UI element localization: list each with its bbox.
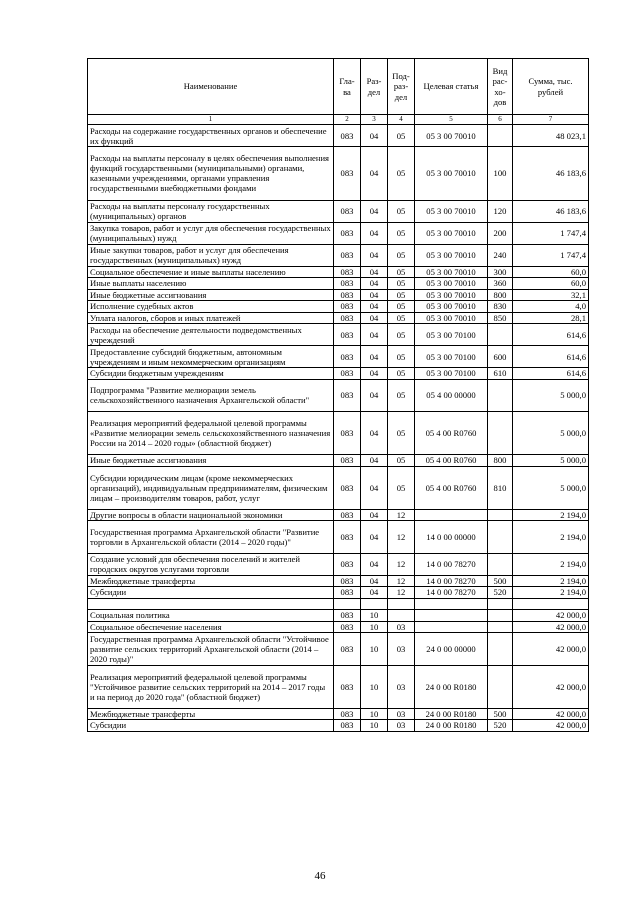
row-expense-type: 500 [488, 575, 513, 587]
page-number: 46 [314, 870, 326, 882]
row-name: Подпрограмма "Развитие мелиорации земель сельскохозяйственного назначения Архангельской области" [88, 379, 334, 412]
row-amount: 28,1 [513, 312, 589, 324]
table-body [88, 125, 589, 732]
row-name: Реализация мероприятий федеральной целевой программы "Устойчивое развитие сельских территорий на 2014 – 2017 годы и на период до 2020 года" (областной бюджет) [88, 665, 334, 708]
column-number: 6 [488, 115, 513, 125]
row-amount: 5 000,0 [513, 412, 589, 455]
row-chapter: 083 [334, 266, 361, 278]
row-section: 04 [361, 222, 388, 244]
row-amount: 42 000,0 [513, 708, 589, 720]
row-chapter: 083 [334, 244, 361, 266]
row-name: Исполнение судебных актов [88, 301, 334, 313]
row-target: 05 4 00 R0760 [415, 466, 488, 509]
budget-table [87, 58, 589, 732]
row-subsection: 12 [388, 509, 415, 521]
row-section: 04 [361, 466, 388, 509]
row-name: Предоставление субсидий бюджетным, автономным учреждениям и иным некоммерческим организациям [88, 346, 334, 368]
row-chapter: 083 [334, 301, 361, 313]
row-chapter: 083 [334, 509, 361, 521]
row-expense-type: 300 [488, 266, 513, 278]
row-target: 05 3 00 70010 [415, 222, 488, 244]
row-section: 04 [361, 509, 388, 521]
row-expense-type [488, 610, 513, 622]
row-amount: 32,1 [513, 289, 589, 301]
row-name: Социальное обеспечение и иные выплаты населению [88, 266, 334, 278]
row-chapter: 083 [334, 379, 361, 412]
row-section: 04 [361, 125, 388, 147]
row-target: 14 0 00 00000 [415, 521, 488, 554]
row-section: 04 [361, 147, 388, 201]
row-expense-type: 120 [488, 200, 513, 222]
table-row [88, 610, 589, 622]
row-expense-type: 810 [488, 466, 513, 509]
row-section: 10 [361, 720, 388, 732]
row-amount: 46 183,6 [513, 147, 589, 201]
row-expense-type [488, 553, 513, 575]
table-row [88, 412, 589, 455]
row-amount: 5 000,0 [513, 379, 589, 412]
row-chapter: 083 [334, 412, 361, 455]
row-name: Уплата налогов, сборов и иных платежей [88, 312, 334, 324]
row-section: 04 [361, 412, 388, 455]
row-subsection: 05 [388, 125, 415, 147]
row-expense-type: 100 [488, 147, 513, 201]
row-section: 04 [361, 301, 388, 313]
row-subsection: 05 [388, 368, 415, 380]
table-row [88, 222, 589, 244]
row-chapter: 083 [334, 289, 361, 301]
row-expense-type: 200 [488, 222, 513, 244]
row-amount: 2 194,0 [513, 509, 589, 521]
header-chapter: Гла-ва [334, 59, 361, 115]
row-expense-type: 240 [488, 244, 513, 266]
row-subsection [388, 610, 415, 622]
row-chapter: 083 [334, 665, 361, 708]
row-subsection: 05 [388, 312, 415, 324]
row-amount: 42 000,0 [513, 621, 589, 633]
table-row [88, 200, 589, 222]
row-subsection: 03 [388, 621, 415, 633]
column-number: 4 [388, 115, 415, 125]
row-expense-type [488, 379, 513, 412]
row-name: Расходы на содержание государственных органов и обеспечение их функций [88, 125, 334, 147]
row-section: 10 [361, 610, 388, 622]
row-target: 05 3 00 70010 [415, 200, 488, 222]
table-row [88, 266, 589, 278]
header-section: Раз-дел [361, 59, 388, 115]
table-row [88, 521, 589, 554]
row-subsection: 12 [388, 553, 415, 575]
row-section: 04 [361, 587, 388, 599]
row-expense-type [488, 598, 513, 610]
row-chapter: 083 [334, 587, 361, 599]
column-number: 7 [513, 115, 589, 125]
row-subsection: 05 [388, 147, 415, 201]
row-target: 05 3 00 70010 [415, 125, 488, 147]
header-subsection: Под-раз-дел [388, 59, 415, 115]
row-subsection: 05 [388, 412, 415, 455]
row-name: Социальное обеспечение населения [88, 621, 334, 633]
row-target: 05 3 00 70010 [415, 289, 488, 301]
row-amount: 2 194,0 [513, 521, 589, 554]
table-row [88, 587, 589, 599]
row-chapter: 083 [334, 312, 361, 324]
row-section: 04 [361, 379, 388, 412]
row-subsection: 03 [388, 708, 415, 720]
row-target: 05 3 00 70100 [415, 324, 488, 346]
row-target [415, 598, 488, 610]
row-subsection: 05 [388, 346, 415, 368]
row-name: Социальная политика [88, 610, 334, 622]
row-section: 04 [361, 312, 388, 324]
row-target: 05 4 00 00000 [415, 379, 488, 412]
row-target: 05 3 00 70010 [415, 266, 488, 278]
row-name: Субсидии юридическим лицам (кроме некоммерческих организаций), индивидуальным предпринимателям, физическим лицам – производителям товаров, работ, услуг [88, 466, 334, 509]
row-subsection: 03 [388, 633, 415, 666]
table-row [88, 720, 589, 732]
row-name: Закупка товаров, работ и услуг для обеспечения государственных (муниципальных) нужд [88, 222, 334, 244]
row-subsection: 05 [388, 289, 415, 301]
row-amount: 42 000,0 [513, 720, 589, 732]
row-target: 05 3 00 70100 [415, 368, 488, 380]
row-section: 04 [361, 200, 388, 222]
row-name [88, 598, 334, 610]
row-section: 04 [361, 266, 388, 278]
row-expense-type [488, 125, 513, 147]
row-section: 04 [361, 324, 388, 346]
row-name: Расходы на выплаты персоналу государственных (муниципальных) органов [88, 200, 334, 222]
row-target: 14 0 00 78270 [415, 553, 488, 575]
row-target [415, 621, 488, 633]
row-subsection: 12 [388, 521, 415, 554]
row-chapter [334, 598, 361, 610]
row-chapter: 083 [334, 553, 361, 575]
row-amount: 60,0 [513, 278, 589, 290]
row-expense-type [488, 521, 513, 554]
row-name: Государственная программа Архангельской области "Развитие торговли в Архангельской области (2014 – 2020 годы)" [88, 521, 334, 554]
row-target: 14 0 00 78270 [415, 587, 488, 599]
row-section: 04 [361, 368, 388, 380]
table-row [88, 368, 589, 380]
row-expense-type [488, 633, 513, 666]
row-name: Субсидии бюджетным учреждениям [88, 368, 334, 380]
row-name: Расходы на выплаты персоналу в целях обеспечения выполнения функций государственными (муниципальными) органами, казенными учреждениями, органами управления государственными внебюджетными фондами [88, 147, 334, 201]
row-name: Субсидии [88, 587, 334, 599]
row-chapter: 083 [334, 521, 361, 554]
row-expense-type [488, 509, 513, 521]
row-name: Субсидии [88, 720, 334, 732]
row-chapter: 083 [334, 346, 361, 368]
table-row [88, 575, 589, 587]
row-section [361, 598, 388, 610]
row-target: 05 4 00 R0760 [415, 412, 488, 455]
row-subsection: 12 [388, 587, 415, 599]
row-name: Иные закупки товаров, работ и услуг для обеспечения государственных (муниципальных) нужд [88, 244, 334, 266]
row-section: 04 [361, 244, 388, 266]
row-expense-type: 850 [488, 312, 513, 324]
column-number: 2 [334, 115, 361, 125]
table-row [88, 621, 589, 633]
row-amount: 1 747,4 [513, 244, 589, 266]
row-name: Государственная программа Архангельской области "Устойчивое развитие сельских территорий Архангельской области (2014 – 2020 годы)" [88, 633, 334, 666]
row-expense-type: 800 [488, 289, 513, 301]
row-chapter: 083 [334, 720, 361, 732]
row-amount: 48 023,1 [513, 125, 589, 147]
table-row [88, 455, 589, 467]
row-target: 05 3 00 70010 [415, 301, 488, 313]
document-page [87, 58, 588, 732]
row-chapter: 083 [334, 575, 361, 587]
header-amount: Сумма, тыс. рублей [513, 59, 589, 115]
row-name: Расходы на обеспечение деятельности подведомственных учреждений [88, 324, 334, 346]
table-row [88, 665, 589, 708]
row-target [415, 509, 488, 521]
row-chapter: 083 [334, 708, 361, 720]
row-subsection: 05 [388, 379, 415, 412]
row-subsection: 05 [388, 266, 415, 278]
row-expense-type: 830 [488, 301, 513, 313]
row-name: Иные бюджетные ассигнования [88, 289, 334, 301]
row-target: 05 3 00 70010 [415, 147, 488, 201]
row-target [415, 610, 488, 622]
row-expense-type [488, 621, 513, 633]
header-expense-type: Вид рас-хо-дов [488, 59, 513, 115]
row-section: 10 [361, 708, 388, 720]
row-section: 04 [361, 575, 388, 587]
row-section: 04 [361, 455, 388, 467]
table-row [88, 553, 589, 575]
row-amount: 614,6 [513, 368, 589, 380]
table-row [88, 278, 589, 290]
row-amount: 2 194,0 [513, 553, 589, 575]
table-row [88, 312, 589, 324]
row-subsection: 05 [388, 244, 415, 266]
row-chapter: 083 [334, 278, 361, 290]
row-section: 04 [361, 289, 388, 301]
row-amount: 46 183,6 [513, 200, 589, 222]
row-section: 04 [361, 278, 388, 290]
row-amount: 5 000,0 [513, 455, 589, 467]
table-row [88, 346, 589, 368]
row-chapter: 083 [334, 200, 361, 222]
table-row [88, 289, 589, 301]
row-amount: 614,6 [513, 346, 589, 368]
row-amount: 42 000,0 [513, 665, 589, 708]
header-target: Целевая статья [415, 59, 488, 115]
row-subsection: 03 [388, 665, 415, 708]
row-name: Иные бюджетные ассигнования [88, 455, 334, 467]
row-name: Создание условий для обеспечения поселений и жителей городских округов услугами торговли [88, 553, 334, 575]
table-row [88, 633, 589, 666]
row-amount: 42 000,0 [513, 610, 589, 622]
row-amount: 60,0 [513, 266, 589, 278]
row-chapter: 083 [334, 222, 361, 244]
row-amount: 4,0 [513, 301, 589, 313]
table-header [88, 59, 589, 125]
row-subsection: 05 [388, 278, 415, 290]
table-row [88, 598, 589, 610]
row-chapter: 083 [334, 621, 361, 633]
row-target: 05 3 00 70010 [415, 278, 488, 290]
row-target: 05 3 00 70010 [415, 312, 488, 324]
row-section: 10 [361, 665, 388, 708]
column-number: 1 [88, 115, 334, 125]
row-section: 10 [361, 621, 388, 633]
row-target: 24 0 00 R0180 [415, 665, 488, 708]
row-expense-type: 360 [488, 278, 513, 290]
row-expense-type: 520 [488, 587, 513, 599]
table-row [88, 324, 589, 346]
row-subsection: 05 [388, 200, 415, 222]
row-expense-type: 520 [488, 720, 513, 732]
row-target: 14 0 00 78270 [415, 575, 488, 587]
table-row [88, 147, 589, 201]
header-name: Наименование [88, 59, 334, 115]
row-section: 04 [361, 521, 388, 554]
table-row [88, 466, 589, 509]
row-chapter: 083 [334, 633, 361, 666]
row-target: 24 0 00 R0180 [415, 708, 488, 720]
row-name: Иные выплаты населению [88, 278, 334, 290]
row-amount: 614,6 [513, 324, 589, 346]
row-target: 05 4 00 R0760 [415, 455, 488, 467]
row-subsection: 05 [388, 324, 415, 346]
row-subsection [388, 598, 415, 610]
row-expense-type [488, 324, 513, 346]
row-name: Межбюджетные трансферты [88, 575, 334, 587]
table-row [88, 301, 589, 313]
row-subsection: 05 [388, 301, 415, 313]
row-name: Другие вопросы в области национальной экономики [88, 509, 334, 521]
row-amount: 5 000,0 [513, 466, 589, 509]
row-amount: 42 000,0 [513, 633, 589, 666]
row-chapter: 083 [334, 125, 361, 147]
table-row [88, 244, 589, 266]
row-section: 04 [361, 346, 388, 368]
row-target: 24 0 00 R0180 [415, 720, 488, 732]
column-number: 5 [415, 115, 488, 125]
table-row [88, 125, 589, 147]
table-row [88, 509, 589, 521]
row-expense-type [488, 412, 513, 455]
column-number-row [88, 115, 589, 125]
row-target: 24 0 00 00000 [415, 633, 488, 666]
row-subsection: 03 [388, 720, 415, 732]
row-amount: 2 194,0 [513, 587, 589, 599]
column-number: 3 [361, 115, 388, 125]
row-chapter: 083 [334, 455, 361, 467]
row-expense-type: 610 [488, 368, 513, 380]
row-section: 04 [361, 553, 388, 575]
row-chapter: 083 [334, 466, 361, 509]
row-subsection: 05 [388, 466, 415, 509]
row-chapter: 083 [334, 324, 361, 346]
row-target: 05 3 00 70010 [415, 244, 488, 266]
row-subsection: 05 [388, 455, 415, 467]
row-amount: 2 194,0 [513, 575, 589, 587]
row-target: 05 3 00 70100 [415, 346, 488, 368]
row-section: 10 [361, 633, 388, 666]
row-chapter: 083 [334, 610, 361, 622]
row-amount [513, 598, 589, 610]
row-expense-type: 800 [488, 455, 513, 467]
row-expense-type [488, 665, 513, 708]
table-row [88, 708, 589, 720]
row-subsection: 05 [388, 222, 415, 244]
table-row [88, 379, 589, 412]
row-amount: 1 747,4 [513, 222, 589, 244]
row-subsection: 12 [388, 575, 415, 587]
row-expense-type: 600 [488, 346, 513, 368]
row-chapter: 083 [334, 147, 361, 201]
row-name: Реализация мероприятий федеральной целевой программы «Развитие мелиорации земель сельскохозяйственного назначения России на 2014 – 2020 годы» (областной бюджет) [88, 412, 334, 455]
row-expense-type: 500 [488, 708, 513, 720]
row-name: Межбюджетные трансферты [88, 708, 334, 720]
row-chapter: 083 [334, 368, 361, 380]
